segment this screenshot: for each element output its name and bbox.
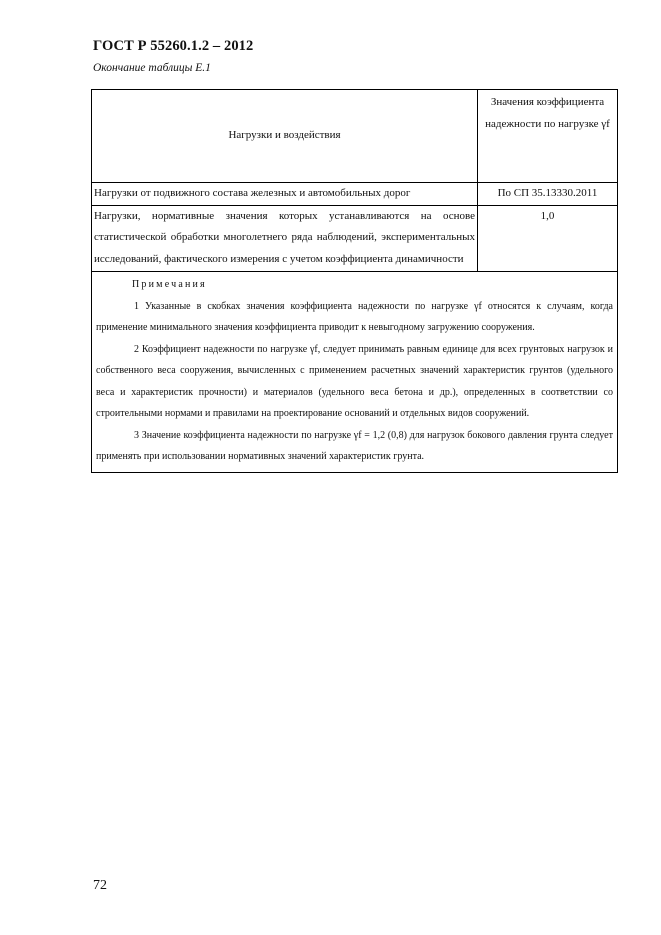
- header-loads: Нагрузки и воздействия: [92, 90, 478, 183]
- note-item: 1 Указанные в скобках значения коэффициента надежности по нагрузке γf относятся к случаям, когда применение минимального значения коэффициента приводит к невыгодному загружению сооружения.: [96, 300, 613, 333]
- row-value-cell: 1,0: [478, 205, 618, 272]
- header-coefficient: Значения коэффициента надежности по нагрузке γf: [478, 90, 618, 183]
- notes-title: Примечания: [132, 279, 207, 290]
- notes-cell: [92, 272, 618, 473]
- table-header-row: [92, 90, 618, 183]
- notes-row: [92, 272, 618, 473]
- row-load-cell: Нагрузки, нормативные значения которых устанавливаются на основе статистической обработки многолетнего ряда наблюдений, экспериментальных исследований, фактического измерения с учетом коэффициента динамичности: [92, 205, 478, 272]
- table-row: [92, 183, 618, 206]
- table-caption: Окончание таблицы Е.1: [93, 62, 211, 74]
- row-value-cell: По СП 35.13330.2011: [478, 183, 618, 206]
- document-standard-title: ГОСТ Р 55260.1.2 – 2012: [93, 38, 254, 54]
- table-row: [92, 205, 618, 272]
- page-number: 72: [93, 878, 107, 893]
- load-factors-table: [91, 89, 618, 473]
- note-item: 3 Значение коэффициента надежности по нагрузке γf = 1,2 (0,8) для нагрузок бокового давления грунта следует применять при использовании нормативных значений характеристик грунта.: [96, 429, 613, 462]
- note-item: 2 Коэффициент надежности по нагрузке γf, следует принимать равным единице для всех грунтовых нагрузок и собственного веса сооружения, вычисленных с применением расчетных значений характеристик грунтов (удельного веса и характеристик прочности) и материалов (удельного веса бетона и др.), определенных в соответствии со строительными нормами и правилами на проектирование оснований и отдельных видов сооружений.: [96, 343, 613, 419]
- row-load-cell: Нагрузки от подвижного состава железных и автомобильных дорог: [92, 183, 478, 206]
